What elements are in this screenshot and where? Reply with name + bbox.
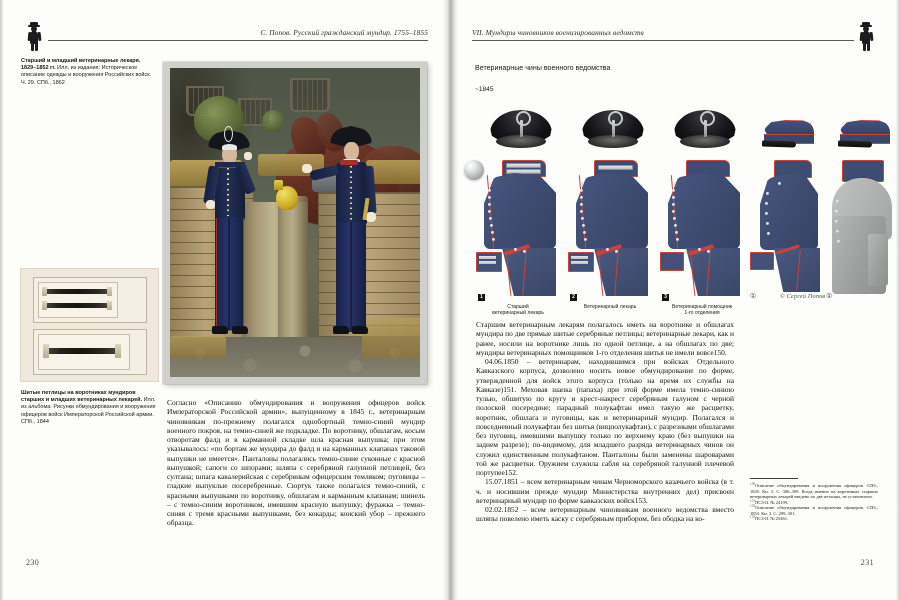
footnote-rule: [750, 478, 798, 479]
peaked-cap-icon-2: [838, 120, 892, 150]
figure-caption-3: [654, 304, 750, 317]
footnote-153-text: ПСЗ-II. № 25461.: [755, 516, 789, 521]
section-title: Ветеринарные чины военного ведомства: [475, 64, 611, 72]
footnotes-block: [750, 478, 878, 522]
illustration-collar-loops: [20, 268, 159, 382]
inset-caption-left: [21, 390, 157, 426]
figure-caption-2: [564, 304, 656, 310]
cuff-left-3: [660, 252, 684, 271]
coat-senior-surgeon: [480, 160, 562, 296]
right-paragraph-1: Старшим ветеринарным лекарям полагалось иметь на воротнике и обшлагах мундира по две прямые шитые серебряные петлицы; ветеринарные лекари, как и ранее, носили на воротнике лишь по одной петлице, а на обшлагах по две; мундиры ветеринарных помощников 1-го отделения шитья не имели вовсе150.: [476, 320, 734, 357]
figure-number-5: ①: [826, 293, 833, 300]
figure-caption-1: [472, 304, 564, 317]
left-paragraph-1: Согласно «Описанию обмундирования и вооружения офицеров войск Императорской Российской армии», выпущенному в 1845 г., ветеринарным чиновникам по-прежнему полагался однобортный темно-синий мундир военного покроя, на темно-синей же подкладке. По воротнику, обшлагам, косым отворотам фалд и в карманной складке шла красная выпушка; при этом указывалось: «по бортам же мундира до фалд и на карманных клапанах таковой выпушки не имеется». Панталоны полагались темно-синие суконные с красной выпушкой; сапоги со шпорами; шляпа с серебряной галунной петлицей, без султана; шпага кавалерийская с серебряным офицерским темляком; пуговицы – гладкие выпуклые посеребренные. Сюртук также полагался темно-синий, с красными выпушками по воротнику, обшлагам и карманным клапанам; шинель – с темно-синим воротником, имевшим красную выпушку; фуражка – темно-синяя с тремя красными выпушками, без кокарды; конский убор – прежнего образца.: [167, 398, 425, 528]
right-paragraph-4: 02.02.1852 – всем ветеринарным чиновникам военного ведомства вместо шляпы повелено иметь каску с серебряным прибором, без ободка на ко-: [476, 505, 734, 524]
bicorne-hat-icon-3: [674, 104, 736, 154]
silhouette-icon: [26, 22, 42, 52]
figure-number-1: 1: [478, 294, 485, 301]
figure-number-3: 3: [662, 294, 669, 301]
illustration-plate-veterinary-surgeons: [163, 62, 427, 384]
right-paragraph-2: 04.06.1850 – ветеринарам, находившимся при войсках Отдельного Кавказского корпуса, дозволено носить новое обмундирование по форме, утвержденной для войск этого корпуса (только на время их службы на Кавказе)151. Меховая шапка (папаха) при этой форме имела темно-синюю тулью, обшитую по кругу и крест-накрест серебряным галуном с черной полоской посередине; парадный полукафтан имел такую же расцветку, воротник, обшлага и пуговицы, как и ветеринарный мундир. Полагался и повседневный полукафтан без шитья (вицполукафтан), с разрезными обшлагами без пуговиц, имевшими выпушку только по верхнему краю (без выпушки на заднем разрезе); по-видимому, для младшего разряда ветеринарных чинов он служил единственным полукафтаном. Панталоны были заменены шароварами той же расцветки. Оружием служила сабля на серебряной галунной плечевой портупее152.: [476, 357, 734, 477]
footnote-151-text: ПСЗ-II. № 24199.: [755, 499, 789, 505]
plate-image: [170, 68, 420, 377]
right-body-text: [476, 320, 734, 524]
page-edge-shadow-right: [896, 0, 900, 600]
figure-caption-2-line1: Ветеринарный лекарь: [583, 304, 637, 310]
footnote-150-num: 150: [750, 481, 756, 486]
left-body-text: [167, 398, 425, 528]
figure-number-4: ①: [750, 293, 757, 300]
figure-caption-1-line1: Старший: [507, 304, 529, 310]
footnote-150-text: Описание обмундирования и вооружения офицеров. СПб., 1845. Кн. 3. С. 306–309. Когда именно на воротниках старших ветеринарных лекарей введено по две петлицы, не установлено.: [750, 483, 878, 499]
page-number-right: 231: [860, 558, 874, 567]
coat-assistant: [664, 160, 746, 296]
footnote-153: [750, 516, 878, 522]
figure-number-2: 2: [570, 294, 577, 301]
footnote-150: [750, 483, 878, 500]
bicorne-hat-icon: [490, 104, 552, 154]
peaked-cap-icon: [762, 120, 816, 150]
plate-caption-left: [21, 58, 157, 87]
plate-caption-bold: Старший и младший ветеринарные лекаря. 1829–1852 гг.: [21, 58, 141, 72]
running-head-rule-right: [472, 40, 854, 41]
running-head-left: С. Попов. Русский гражданский мундир. 1755–1855: [260, 28, 428, 37]
coat-surgeon: [572, 160, 654, 296]
footnote-151-num: 151: [750, 498, 756, 502]
bicorne-hat-icon-2: [582, 104, 644, 154]
section-date: ~1845: [475, 86, 494, 93]
copyright-line: © Сергей Попов: [780, 293, 826, 300]
figure-caption-1-line2: ветеринарный лекарь: [492, 310, 544, 317]
page-number-left: 230: [26, 558, 40, 567]
footnote-153-num: 153: [750, 514, 756, 519]
right-paragraph-3: 15.07.1851 – всем ветеринарным чинам Черноморского казачьего войска (в т. ч. и носившим прежде мундир Министерства внутренних дел) присвоен ветеринарный мундир по форме кавказских войск153.: [476, 477, 734, 505]
figure-caption-3-line1: Ветеринарный помощник: [671, 304, 733, 310]
inset-caption-rest: Илл. из альбома: Рисунки обмундирования и вооружения офицеров войск Императорской Российской армии. СПб., 1844: [21, 397, 156, 425]
running-head-rule-left: [48, 40, 428, 41]
footnote-152: [750, 505, 878, 516]
silhouette-icon-right: [858, 22, 874, 52]
page-edge-shadow-left: [0, 0, 4, 600]
uniform-figure-row: [476, 104, 876, 317]
tunic-blue: [754, 160, 826, 296]
right-page: [450, 0, 900, 600]
plate-caption-rest: Илл. из издания: Историческое описание одежды и вооружения Российских войск. Ч. 29. СПб., 1862: [21, 65, 152, 86]
footnote-152-num: 152: [750, 503, 756, 508]
footnote-152-text: Описание обмундирования и вооружения офицеров. СПб., 1853. Кн. 3. С. 299–301.: [750, 505, 878, 516]
inset-caption-bold: Шитые петлицы на воротниках мундиров старших и младших ветеринарных лекарей.: [21, 390, 143, 404]
figure-caption-3-line2: 1-го отделения: [684, 310, 720, 317]
greatcoat-grey: [828, 160, 900, 300]
running-head-right: VII. Мундиры чиновников военизированных ведомств: [472, 28, 644, 37]
